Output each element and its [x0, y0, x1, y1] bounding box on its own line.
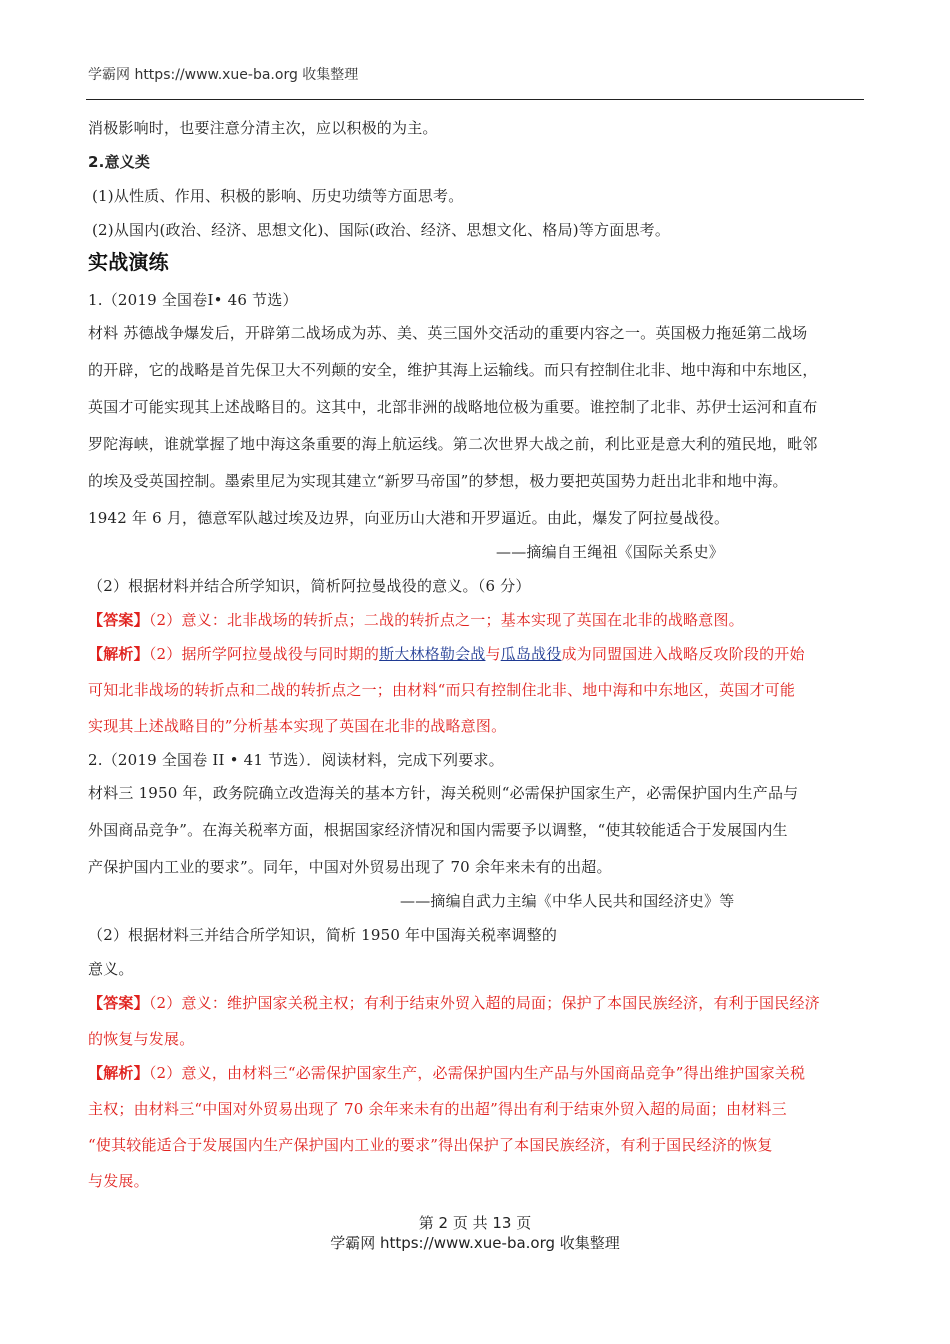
q1-analysis-line: 可知北非战场的转折点和二战的转折点之一；由材料“而只有控制住北非、地中海和中东地区，英国才可能 [88, 681, 796, 699]
q2-source: ——摘编自武力主编《中华人民共和国经济史》等 [400, 892, 735, 910]
q1-material-line: 的埃及受英国控制。墨索里尼为实现其建立“新罗马帝国”的梦想，极力要把英国势力赶出北非和地中海。 [88, 472, 788, 490]
link-stalingrad[interactable]: 斯大林格勒会战 [379, 645, 486, 663]
q2-answer-line: 的恢复与发展。 [88, 1030, 195, 1048]
intro-item-1: (1)从性质、作用、积极的影响、历史功绩等方面思考。 [92, 187, 464, 205]
q2-title: 2.（2019 全国卷 II • 41 节选）．阅读材料，完成下列要求。 [88, 751, 504, 769]
page-footer: 学霸网 https://www.xue-ba.org 收集整理 [330, 1234, 620, 1252]
q2-question: （2）根据材料三并结合所学知识，简析 1950 年中国海关税率调整的 [88, 926, 558, 944]
q2-material-line: 材料三 1950 年，政务院确立改造海关的基本方针，海关税则“必需保护国家生产，必需保护国内生产品与 [88, 784, 799, 802]
q1-material-line: 罗陀海峡，谁就掌握了地中海这条重要的海上航运线。第二次世界大战之前，利比亚是意大利的殖民地，毗邻 [88, 435, 818, 453]
q1-analysis-text: 成为同盟国进入战略反攻阶段的开始 [561, 645, 805, 663]
q1-analysis [88, 644, 868, 664]
intro-line: 消极影响时，也要注意分清主次，应以积极的为主。 [88, 119, 438, 137]
q1-answer [88, 610, 868, 630]
q2-answer-text: （2）意义：维护国家关税主权；有利于结束外贸入超的局面；保护了本国民族经济，有利于国民经济 [148, 994, 820, 1012]
q2-analysis-line: “使其较能适合于发展国内生产保护国内工业的要求”得出保护了本国民族经济，有利于国民经济的恢复 [88, 1136, 773, 1154]
q2-analysis-line: 主权；由材料三“中国对外贸易出现了 70 余年来未有的出超”得出有利于结束外贸入超的局面；由材料三 [88, 1100, 787, 1118]
q2-question-cont: 意义。 [88, 960, 134, 978]
q2-analysis-text: （2）意义，由材料三“必需保护国家生产，必需保护国内生产品与外国商品竞争”得出维护国家关税 [148, 1064, 806, 1082]
section-title-significance: 2.意义类 [88, 153, 151, 171]
q2-answer [88, 993, 868, 1013]
practice-heading: 实战演练 [88, 250, 169, 274]
page-number: 第 2 页 共 13 页 [418, 1214, 532, 1232]
header-divider [86, 99, 864, 100]
q2-material-line: 产保护国内工业的要求”。同年，中国对外贸易出现了 70 余年来未有的出超。 [88, 858, 612, 876]
q2-analysis [88, 1063, 868, 1083]
answer-tag: 【答案】 [88, 994, 149, 1012]
q2-material-line: 外国商品竞争”。在海关税率方面，根据国家经济情况和国内需要予以调整，“使其较能适合于发展国内生 [88, 821, 788, 839]
q1-answer-text: （2）意义：北非战场的转折点；二战的转折点之一；基本实现了英国在北非的战略意图。 [148, 611, 744, 629]
q1-material-line: 的开辟，它的战略是首先保卫大不列颠的安全，维护其海上运输线。而只有控制住北非、地中海和中东地区， [88, 361, 818, 379]
link-guadalcanal[interactable]: 瓜岛战役 [500, 645, 562, 663]
analysis-tag: 【解析】 [88, 645, 149, 663]
q2-analysis-line: 与发展。 [88, 1172, 149, 1190]
q1-analysis-text: （2）据所学阿拉曼战役与同时期的 [148, 645, 380, 663]
q1-material-line: 英国才可能实现其上述战略目的。这其中，北部非洲的战略地位极为重要。谁控制了北非、苏伊士运河和直布 [88, 398, 818, 416]
q1-material-line: 1942 年 6 月，德意军队越过埃及边界，向亚历山大港和开罗逼近。由此，爆发了阿拉曼战役。 [88, 509, 730, 527]
q1-material-line: 材料 苏德战争爆发后，开辟第二战场成为苏、美、英三国外交活动的重要内容之一。英国极力拖延第二战场 [88, 324, 808, 342]
analysis-tag: 【解析】 [88, 1064, 149, 1082]
intro-item-2: (2)从国内(政治、经济、思想文化)、国际(政治、经济、思想文化、格局)等方面思考。 [92, 221, 671, 239]
q1-analysis-line: 实现其上述战略目的”分析基本实现了英国在北非的战略意图。 [88, 717, 507, 735]
q1-source: ——摘编自王绳祖《国际关系史》 [496, 543, 725, 561]
q1-question: （2）根据材料并结合所学知识，简析阿拉曼战役的意义。（6 分） [88, 577, 531, 595]
q1-analysis-text: 与 [485, 645, 501, 663]
q1-title: 1.（2019 全国卷Ⅰ• 46 节选） [88, 291, 298, 309]
answer-tag: 【答案】 [88, 611, 149, 629]
page-header: 学霸网 https://www.xue-ba.org 收集整理 [88, 67, 359, 83]
